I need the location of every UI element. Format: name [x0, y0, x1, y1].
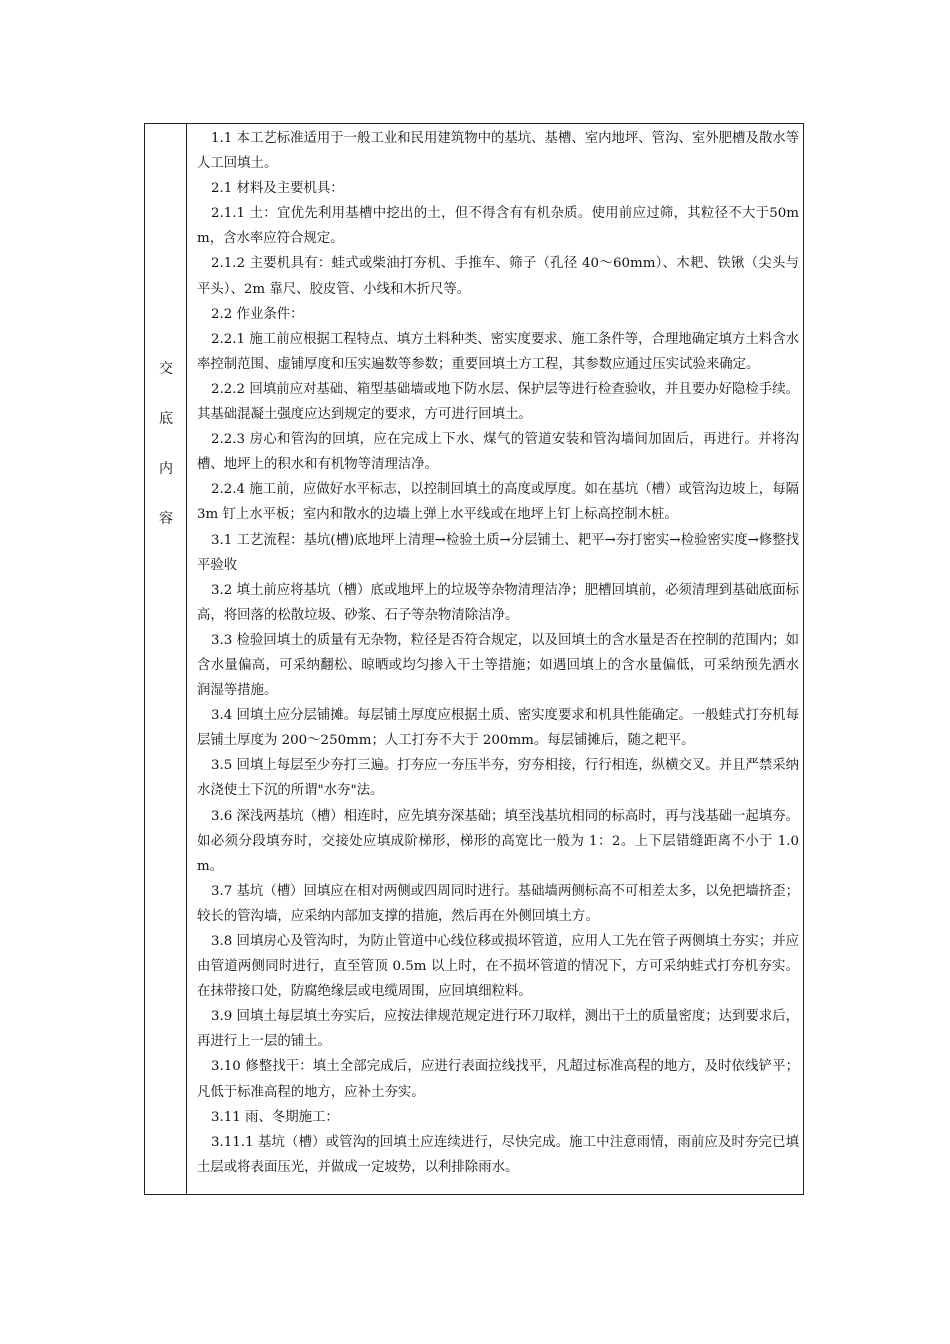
- paragraph: 3.7 基坑（槽）回填应在相对两侧或四周同时进行。基础墙两侧标高不可相差太多，以免把墙挤歪；较长的管沟墙，应采纳内部加支撑的措施，然后再在外侧回填土方。: [197, 883, 799, 924]
- paragraph: 2.1 材料及主要机具：: [211, 181, 344, 197]
- paragraph: 3.9 回填土每层填土夯实后，应按法律规范规定进行环刀取样，测出干土的质量密度；达到要求后，再进行上一层的铺土。: [197, 1009, 799, 1050]
- side-label-char: 容: [159, 511, 173, 527]
- paragraph: 3.6 深浅两基坑（槽）相连时，应先填夯深基础；填至浅基坑相同的标高时，再与浅基础一起填夯。如必须分段填夯时，交接处应填成阶梯形，梯形的高宽比一般为 1：2。上下层错缝距离不小于 1.0m。: [197, 808, 799, 874]
- side-label-char: 交: [159, 361, 173, 377]
- paragraph: 3.4 回填土应分层铺摊。每层铺土厚度应根据土质、密实度要求和机具性能确定。一般蛙式打夯机每层铺土厚度为 200～250mm；人工打夯不大于 200mm。每层铺摊后，随之耙平。: [197, 708, 799, 749]
- paragraph: 3.11.1 基坑（槽）或管沟的回填土应连续进行，尽快完成。施工中注意雨情，雨前应及时夯完已填土层或将表面压光，并做成一定坡势，以利排除雨水。: [197, 1134, 799, 1175]
- paragraph: 3.2 填土前应将基坑（槽）底或地坪上的垃圾等杂物清理洁净；肥槽回填前，必须清理到基础底面标高，将回落的松散垃圾、砂浆、石子等杂物清除洁净。: [197, 582, 799, 623]
- paragraph: 2.2.2 回填前应对基础、箱型基础墙或地下防水层、保护层等进行检查验收，并且要办好隐检手续。其基础混凝土强度应达到规定的要求，方可进行回填土。: [197, 381, 799, 423]
- paragraph: 3.10 修整找干：填土全部完成后，应进行表面拉线找平，凡超过标准高程的地方，及时依线铲平；凡低于标准高程的地方，应补土夯实。: [197, 1059, 799, 1100]
- paragraph: 3.1 工艺流程：基坑(槽)底地坪上清理→检验土质→分层铺土、耙平→夯打密实→检验密实度→修整找平验收: [197, 532, 799, 573]
- paragraph: 3.11 雨、冬期施工：: [211, 1109, 339, 1125]
- paragraph: 2.1.1 土：宜优先利用基槽中挖出的土，但不得含有有机杂质。使用前应过筛，其粒径不大于50mm，含水率应符合规定。: [197, 206, 799, 247]
- side-label: [145, 344, 187, 544]
- paragraph: 1.1 本工艺标准适用于一般工业和民用建筑物中的基坑、基槽、室内地坪、管沟、室外肥槽及散水等人工回填土。: [197, 131, 799, 172]
- paragraph: 2.1.2 主要机具有：蛙式或柴油打夯机、手推车、筛子（孔径 40～60mm）、木耙、铁锹（尖头与平头）、2m 靠尺、胶皮管、小线和木折尺等。: [197, 256, 799, 297]
- side-label-char: 底: [159, 411, 173, 427]
- paragraph: 2.2.3 房心和管沟的回填，应在完成上下水、煤气的管道安装和管沟墙间加固后，再进行。并将沟槽、地坪上的积水和有机物等清理洁净。: [197, 432, 799, 473]
- paragraph: 2.2 作业条件：: [211, 306, 304, 322]
- paragraph: 2.2.4 施工前，应做好水平标志，以控制回填土的高度或厚度。如在基坑（槽）或管沟边坡上，每隔 3m 钉上水平板；室内和散水的边墙上弹上水平线或在地坪上钉上标高控制木桩。: [197, 482, 799, 523]
- paragraph: 3.3 检验回填土的质量有无杂物，粒径是否符合规定，以及回填土的含水量是否在控制的范围内；如含水量偏高，可采纳翻松、晾晒或均匀掺入干土等措施；如遇回填上的含水量偏低，可采纳预先洒水润湿等措施。: [197, 632, 799, 699]
- content-cell: [187, 124, 803, 1180]
- side-label-cell: [145, 124, 187, 1194]
- side-label-char: 内: [159, 461, 173, 477]
- disclosure-table: [144, 123, 804, 1195]
- paragraph: 3.5 回填上每层至少夯打三遍。打夯应一夯压半夯，穷夯相接，行行相连，纵横交叉。并且严禁采纳水浇使土下沉的所谓"水夯"法。: [197, 758, 799, 799]
- paragraph: 3.8 回填房心及管沟时，为防止管道中心线位移或损坏管道，应用人工先在管子两侧填土夯实；并应由管道两侧同时进行，直至管顶 0.5m 以上时，在不损坏管道的情况下，方可采纳蛙式打夯机夯实。在抹带接口处，防腐绝缘层或电缆周围，应回填细粒料。: [197, 934, 799, 1000]
- paragraph: 2.2.1 施工前应根据工程特点、填方土料种类、密实度要求、施工条件等，合理地确定填方土料含水率控制范围、虚铺厚度和压实遍数等参数；重要回填土方工程，其参数应通过压实试验来确定。: [197, 331, 799, 372]
